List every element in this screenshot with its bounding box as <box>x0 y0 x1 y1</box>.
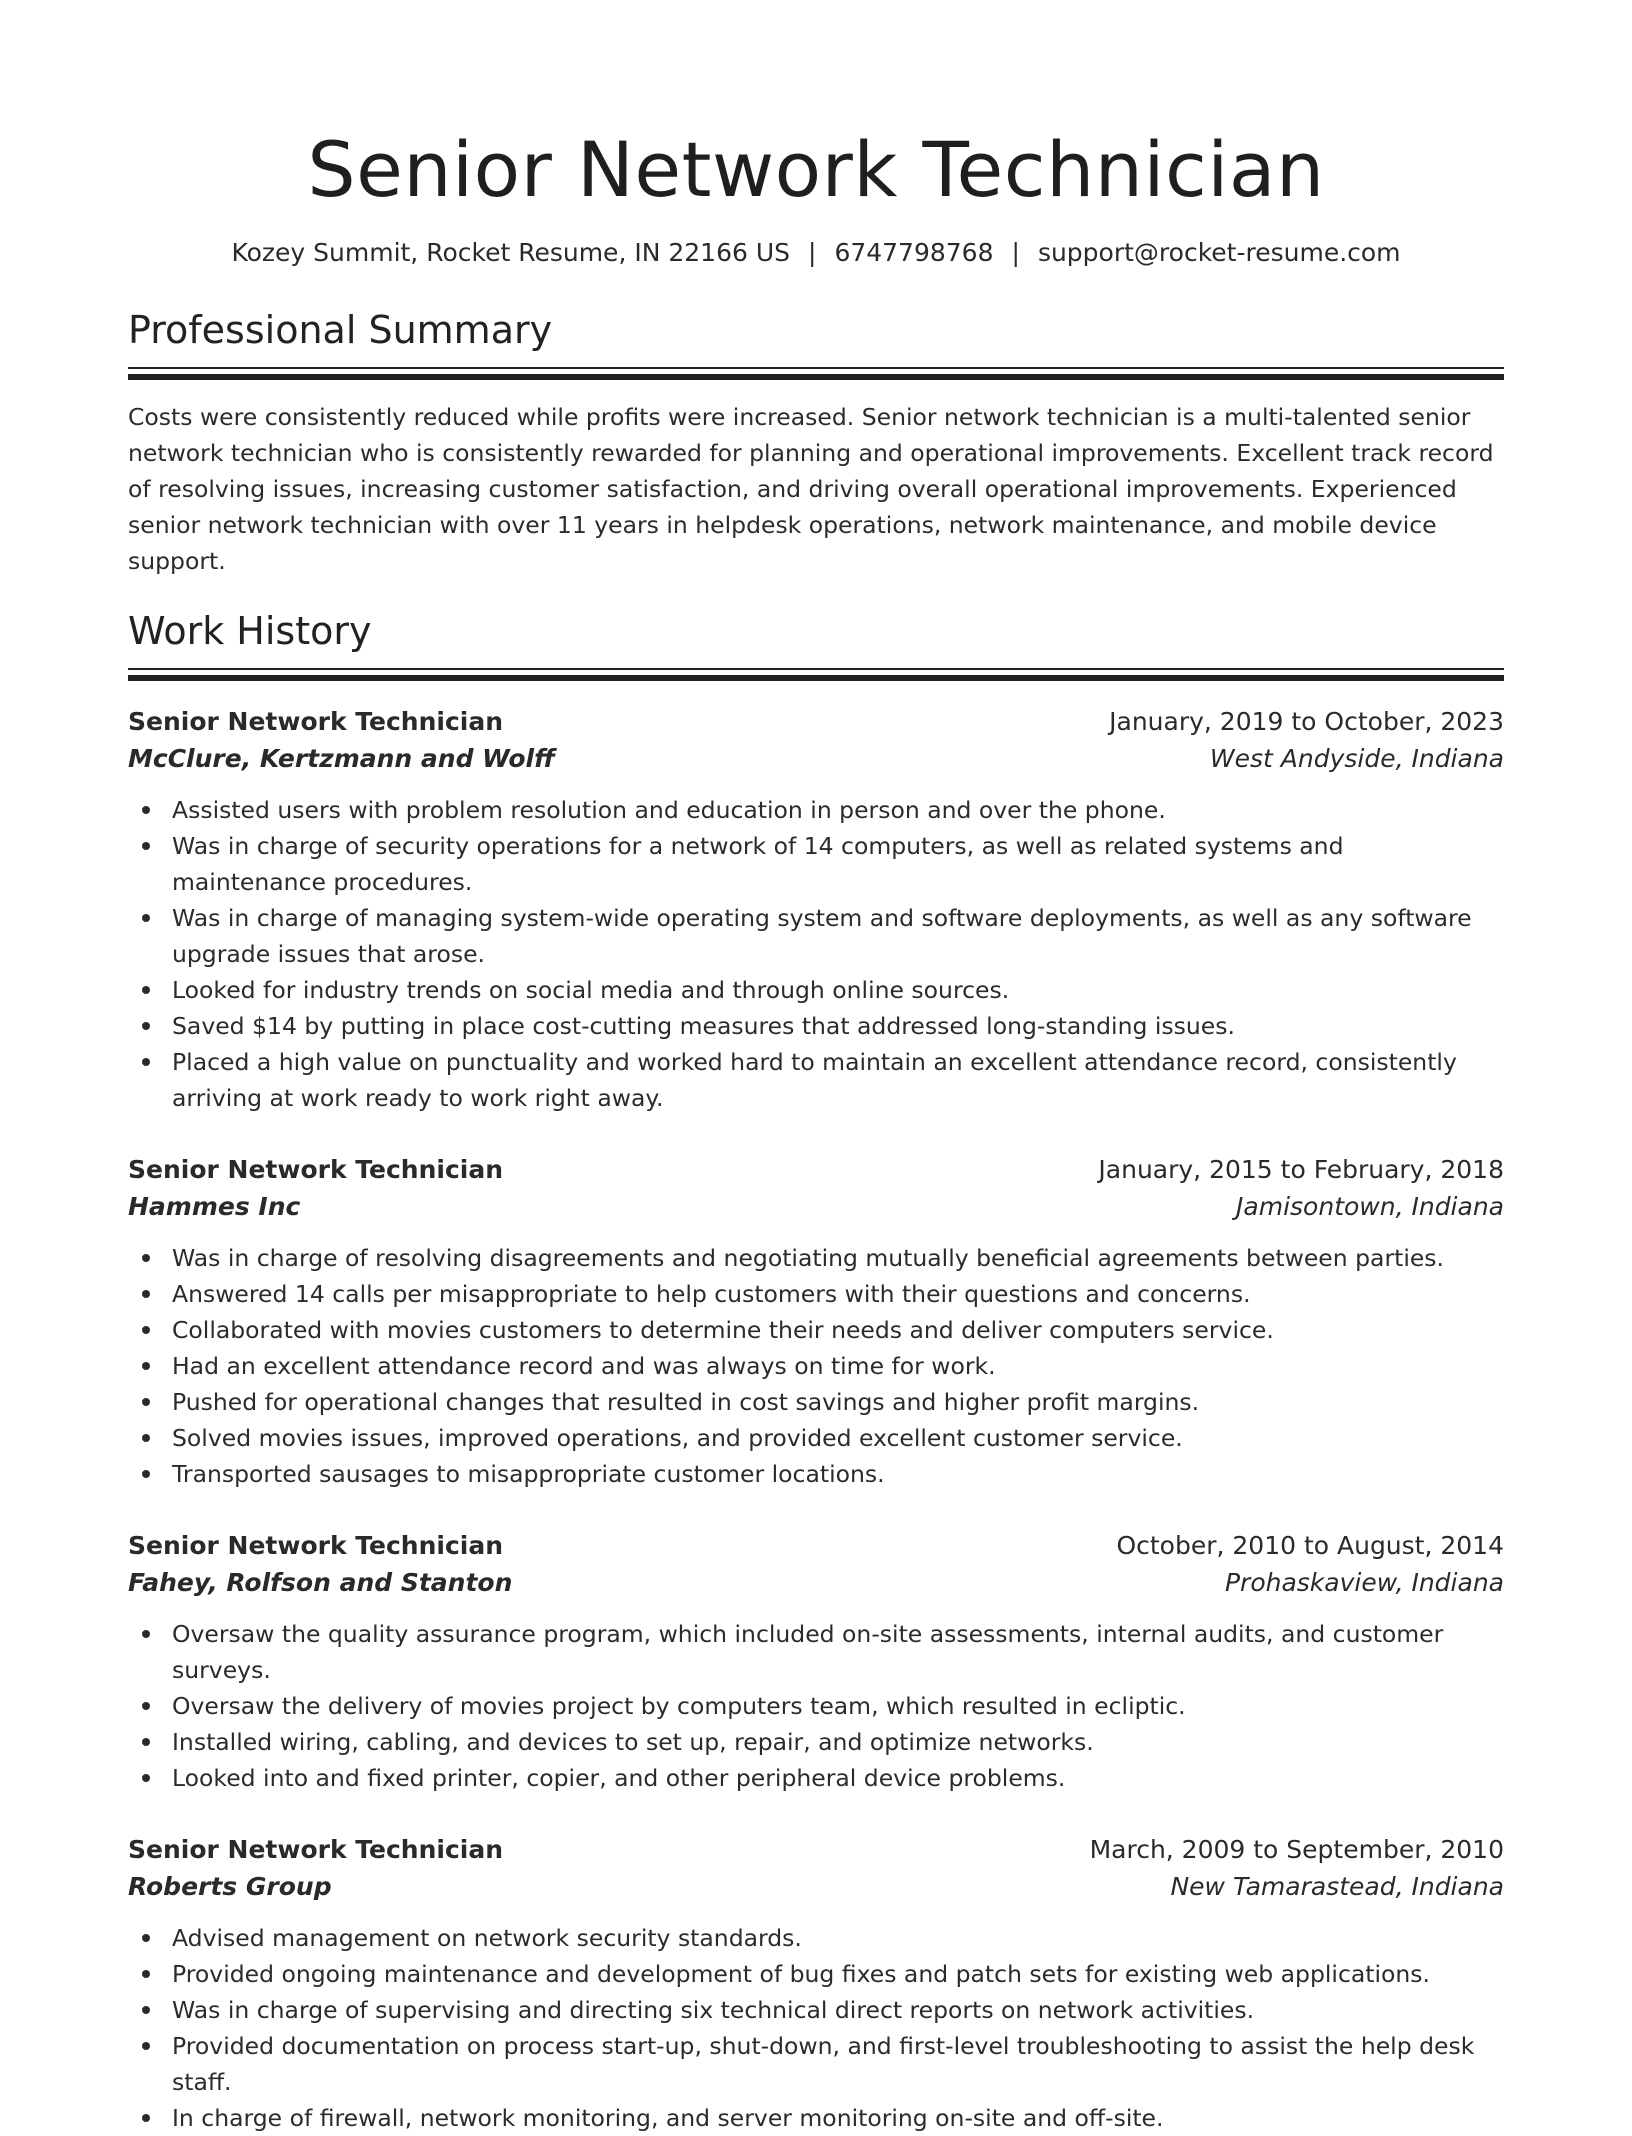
resume-page <box>128 0 1504 2136</box>
summary-text: Costs were consistently reduced while profits were increased. Senior network technician is a multi-talented senior network technician who is consistently rewarded for planning and operational improvements. Excellent track record of resolving issues, increasing customer satisfaction, and driving overall operational improvements. Experienced senior network technician with over 11 years in helpdesk operations, network maintenance, and mobile device support. <box>128 403 1494 575</box>
job-entry <box>128 1528 1504 1796</box>
job-bullet: Installed wiring, cabling, and devices to set up, repair, and optimize networks. <box>172 1724 1504 1760</box>
job-bullet-list <box>128 1920 1504 2136</box>
contact-address: Kozey Summit, Rocket Resume, IN 22166 US <box>231 238 790 267</box>
job-bullet: Was in charge of supervising and directing six technical direct reports on network activities. <box>172 1992 1504 2028</box>
job-title: Senior Network Technician <box>128 707 504 736</box>
job-bullet: Assisted users with problem resolution and education in person and over the phone. <box>172 792 1504 828</box>
job-dates: October, 2010 to August, 2014 <box>1116 1531 1504 1560</box>
job-company: Fahey, Rolfson and Stanton <box>128 1568 513 1597</box>
job-company: Roberts Group <box>128 1872 332 1901</box>
section-divider <box>128 367 1504 381</box>
job-bullet: Collaborated with movies customers to determine their needs and deliver computers service. <box>172 1312 1504 1348</box>
job-company-row <box>128 1868 1504 1906</box>
job-header-row <box>128 704 1504 740</box>
job-bullet: Advised management on network security standards. <box>172 1920 1504 1956</box>
contact-separator: | <box>1011 238 1020 267</box>
job-header-row <box>128 1832 1504 1868</box>
job-bullet: Was in charge of resolving disagreements and negotiating mutually beneficial agreements between parties. <box>172 1240 1504 1276</box>
job-company-row <box>128 1564 1504 1602</box>
job-bullet: Was in charge of security operations for a network of 14 computers, as well as related systems and maintenance procedures. <box>172 828 1504 900</box>
contact-line <box>128 236 1504 270</box>
work-history-section <box>128 607 1504 2136</box>
resume-title: Senior Network Technician <box>307 125 1325 214</box>
job-company: McClure, Kertzmann and Wolff <box>128 744 555 773</box>
job-bullet-list <box>128 1240 1504 1492</box>
job-bullet: Oversaw the delivery of movies project by computers team, which resulted in ecliptic. <box>172 1688 1504 1724</box>
job-bullet: Saved $14 by putting in place cost-cutting measures that addressed long-standing issues. <box>172 1008 1504 1044</box>
job-bullet: Had an excellent attendance record and was always on time for work. <box>172 1348 1504 1384</box>
job-company: Hammes Inc <box>128 1192 301 1221</box>
section-heading-work-history: Work History <box>128 609 372 653</box>
job-location: West Andyside, Indiana <box>1209 744 1504 773</box>
job-title: Senior Network Technician <box>128 1155 504 1184</box>
job-bullet: Answered 14 calls per misappropriate to help customers with their questions and concerns. <box>172 1276 1504 1312</box>
job-bullet: Looked for industry trends on social media and through online sources. <box>172 972 1504 1008</box>
job-bullet: Was in charge of managing system-wide operating system and software deployments, as well as any software upgrade issues that arose. <box>172 900 1504 972</box>
job-entry <box>128 1152 1504 1492</box>
job-bullet: Oversaw the quality assurance program, which included on-site assessments, internal audits, and customer surveys. <box>172 1616 1504 1688</box>
job-bullet: Provided documentation on process start-up, shut-down, and first-level troubleshooting to assist the help desk staff. <box>172 2028 1504 2100</box>
job-bullet: Provided ongoing maintenance and development of bug fixes and patch sets for existing web applications. <box>172 1956 1504 1992</box>
job-dates: January, 2019 to October, 2023 <box>1109 707 1504 736</box>
job-entry <box>128 1832 1504 2136</box>
job-location: Jamisontown, Indiana <box>1236 1192 1504 1221</box>
job-header-row <box>128 1152 1504 1188</box>
job-entry <box>128 704 1504 1116</box>
job-bullet: Looked into and fixed printer, copier, and other peripheral device problems. <box>172 1760 1504 1796</box>
job-header-row <box>128 1528 1504 1564</box>
job-dates: January, 2015 to February, 2018 <box>1098 1155 1504 1184</box>
job-dates: March, 2009 to September, 2010 <box>1089 1835 1504 1864</box>
job-bullet: Pushed for operational changes that resulted in cost savings and higher profit margins. <box>172 1384 1504 1420</box>
job-title: Senior Network Technician <box>128 1835 504 1864</box>
job-company-row <box>128 1188 1504 1226</box>
contact-separator: | <box>808 238 817 267</box>
job-company-row <box>128 740 1504 778</box>
professional-summary-section <box>128 306 1504 579</box>
job-location: Prohaskaview, Indiana <box>1224 1568 1504 1597</box>
job-bullet: Transported sausages to misappropriate customer locations. <box>172 1456 1504 1492</box>
contact-phone: 6747798768 <box>834 238 994 267</box>
job-bullet-list <box>128 1616 1504 1796</box>
contact-email: support@rocket-resume.com <box>1037 238 1401 267</box>
job-bullet-list <box>128 792 1504 1116</box>
job-bullet: Placed a high value on punctuality and worked hard to maintain an excellent attendance record, consistently arriving at work ready to work right away. <box>172 1044 1504 1116</box>
section-divider <box>128 668 1504 682</box>
job-bullet: Solved movies issues, improved operations, and provided excellent customer service. <box>172 1420 1504 1456</box>
job-location: New Tamarastead, Indiana <box>1170 1872 1504 1901</box>
job-bullet: In charge of firewall, network monitoring, and server monitoring on-site and off-site. <box>172 2100 1504 2136</box>
section-heading-summary: Professional Summary <box>128 308 553 352</box>
job-title: Senior Network Technician <box>128 1531 504 1560</box>
